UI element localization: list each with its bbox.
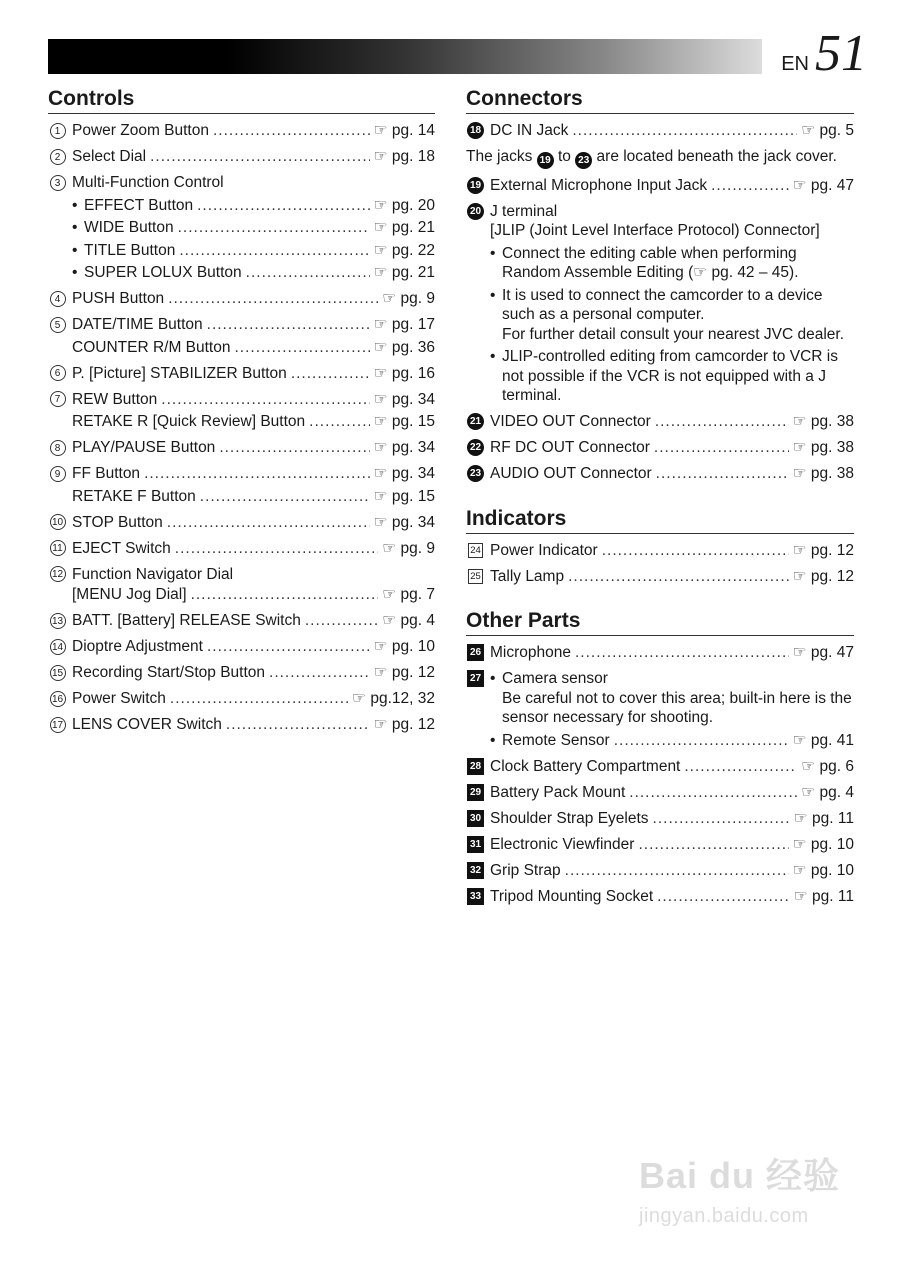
leader-dots bbox=[213, 121, 370, 141]
item-label: Multi-Function Control bbox=[72, 174, 224, 191]
indicator-item-24: 24 Power Indicator ..... ☞ pg. 12 bbox=[466, 541, 854, 561]
item-number-7: 7 bbox=[50, 391, 66, 407]
jacks-note: The jacks 19 to 23 are located beneath the jack cover. bbox=[466, 147, 854, 169]
control-item-11: 11 EJECT Switch ..... ☞ pg. 9 bbox=[48, 539, 435, 559]
connector-item-21: 21 VIDEO OUT Connector ..... ☞ pg. 38 bbox=[466, 412, 854, 432]
control-item-17: 17 LENS COVER Switch ..... ☞ pg. 12 bbox=[48, 715, 435, 735]
item-number-8: 8 bbox=[50, 440, 66, 456]
page-ref: ☞ pg. 18 bbox=[373, 148, 435, 165]
item-number-26: 26 bbox=[467, 644, 484, 661]
control-item-8: 8 PLAY/PAUSE Button ..... ☞ pg. 34 bbox=[48, 438, 435, 458]
sub-item: • SUPER LOLUX Button ..... ☞ pg. 21 bbox=[72, 263, 435, 283]
control-item-4: 4 PUSH Button ..... ☞ pg. 9 bbox=[48, 289, 435, 309]
item-number-22: 22 bbox=[467, 439, 484, 456]
control-item-10: 10 STOP Button ..... ☞ pg. 34 bbox=[48, 513, 435, 533]
connector-item-23: 23 AUDIO OUT Connector ..... ☞ pg. 38 bbox=[466, 464, 854, 484]
item-number-18: 18 bbox=[467, 122, 484, 139]
bullet-item: • JLIP-controlled editing from camcorder to VCR is not possible if the VCR is not equipped with a J terminal. bbox=[490, 348, 838, 404]
item-number-30: 30 bbox=[467, 810, 484, 827]
connectors-section bbox=[466, 86, 854, 484]
watermark-url: jingyan.baidu.com bbox=[639, 1205, 809, 1227]
item-number-28: 28 bbox=[467, 758, 484, 775]
control-item-5: 5 DATE/TIME Button ..... ☞ pg. 17 COUNTER R/M Button ..... ☞ pg. 36 bbox=[48, 315, 435, 357]
item-number-27: 27 bbox=[467, 670, 484, 687]
sub-item: • Remote Sensor ..... ☞ pg. 41 bbox=[490, 731, 854, 751]
part-item-32: 32 Grip Strap ..... ☞ pg. 10 bbox=[466, 861, 854, 881]
watermark-brand: Bai du 经验 bbox=[639, 1155, 841, 1196]
item-number-4: 4 bbox=[50, 291, 66, 307]
left-column bbox=[48, 86, 435, 757]
item-number-5: 5 bbox=[50, 317, 66, 333]
item-number-24: 24 bbox=[468, 543, 483, 558]
item-number-17: 17 bbox=[50, 717, 66, 733]
connector-item-18: 18 DC IN Jack ..... ☞ pg. 5 bbox=[466, 121, 854, 141]
part-item-29: 29 Battery Pack Mount ..... ☞ pg. 4 bbox=[466, 783, 854, 803]
note-number-23: 23 bbox=[575, 152, 592, 169]
control-item-14: 14 Dioptre Adjustment ..... ☞ pg. 10 bbox=[48, 637, 435, 657]
control-item-9: 9 FF Button ..... ☞ pg. 34 RETAKE F Button ..... ☞ pg. 15 bbox=[48, 464, 435, 506]
control-item-15: 15 Recording Start/Stop Button ..... ☞ pg. 12 bbox=[48, 663, 435, 683]
bullet-item: • Connect the editing cable when performing Random Assemble Editing (☞ pg. 42 – 45). bbox=[490, 244, 799, 281]
item-number-13: 13 bbox=[50, 613, 66, 629]
other-parts-heading: Other Parts bbox=[466, 608, 854, 636]
page-ref: ☞ pg. 14 bbox=[373, 122, 435, 139]
item-number-32: 32 bbox=[467, 862, 484, 879]
control-item-12: 12 Function Navigator Dial [MENU Jog Dial] ..... ☞ pg. 7 bbox=[48, 565, 435, 605]
bullet-item: • It is used to connect the camcorder to a device such as a personal computer. For further detail consult your nearest JVC dealer. bbox=[490, 286, 845, 343]
sub-item: • TITLE Button ..... ☞ pg. 22 bbox=[72, 241, 435, 261]
item-number-21: 21 bbox=[467, 413, 484, 430]
part-item-28: 28 Clock Battery Compartment ..... ☞ pg. 6 bbox=[466, 757, 854, 777]
item-number-16: 16 bbox=[50, 691, 66, 707]
item-number-19: 19 bbox=[467, 177, 484, 194]
part-item-31: 31 Electronic Viewfinder ..... ☞ pg. 10 bbox=[466, 835, 854, 855]
part-item-33: 33 Tripod Mounting Socket ..... ☞ pg. 11 bbox=[466, 887, 854, 907]
right-column bbox=[466, 86, 854, 928]
controls-section bbox=[48, 86, 435, 735]
item-label: Power Zoom Button bbox=[72, 122, 209, 139]
watermark-logo bbox=[639, 1148, 849, 1238]
page-number: 51 bbox=[815, 25, 867, 82]
connector-item-19: 19 External Microphone Input Jack ..... ☞ pg. 47 bbox=[466, 176, 854, 196]
bullet-item: • Camera sensor Be careful not to cover this area; built-in here is the sensor necessary for shooting. bbox=[490, 670, 852, 726]
item-number-31: 31 bbox=[467, 836, 484, 853]
connector-item-22: 22 RF DC OUT Connector ..... ☞ pg. 38 bbox=[466, 438, 854, 458]
part-item-27 bbox=[466, 669, 854, 750]
sub-item: • WIDE Button ..... ☞ pg. 21 bbox=[72, 218, 435, 238]
header-bar bbox=[48, 39, 762, 74]
leader-dots bbox=[150, 147, 370, 167]
other-parts-section bbox=[466, 608, 854, 906]
control-item-3 bbox=[48, 173, 435, 283]
item-number-20: 20 bbox=[467, 203, 484, 220]
connectors-heading: Connectors bbox=[466, 86, 854, 114]
item-number-25: 25 bbox=[468, 569, 483, 584]
item-number-14: 14 bbox=[50, 639, 66, 655]
item-label: Select Dial bbox=[72, 148, 147, 165]
item-number-1: 1 bbox=[50, 123, 66, 139]
page-label bbox=[781, 25, 867, 82]
indicators-section bbox=[466, 506, 854, 587]
controls-heading: Controls bbox=[48, 86, 435, 114]
item-number-23: 23 bbox=[467, 465, 484, 482]
item-number-10: 10 bbox=[50, 514, 66, 530]
control-item-16: 16 Power Switch ..... ☞ pg.12, 32 bbox=[48, 689, 435, 709]
part-item-30: 30 Shoulder Strap Eyelets ..... ☞ pg. 11 bbox=[466, 809, 854, 829]
item-number-6: 6 bbox=[50, 365, 66, 381]
item-number-15: 15 bbox=[50, 665, 66, 681]
part-item-26: 26 Microphone ..... ☞ pg. 47 bbox=[466, 643, 854, 663]
control-item-7: 7 REW Button ..... ☞ pg. 34 RETAKE R [Quick Review] Button ..... ☞ pg. 15 bbox=[48, 390, 435, 432]
indicator-item-25: 25 Tally Lamp ..... ☞ pg. 12 bbox=[466, 567, 854, 587]
control-item-6: 6 P. [Picture] STABILIZER Button ..... ☞ pg. 16 bbox=[48, 364, 435, 384]
item-number-29: 29 bbox=[467, 784, 484, 801]
control-item-1 bbox=[48, 121, 435, 141]
control-item-2 bbox=[48, 147, 435, 167]
note-number-19: 19 bbox=[537, 152, 554, 169]
item-number-12: 12 bbox=[50, 566, 66, 582]
indicators-heading: Indicators bbox=[466, 506, 854, 534]
item-number-3: 3 bbox=[50, 175, 66, 191]
lang-label: EN bbox=[781, 53, 809, 75]
item-number-33: 33 bbox=[467, 888, 484, 905]
control-item-13: 13 BATT. [Battery] RELEASE Switch ..... ☞ pg. 4 bbox=[48, 611, 435, 631]
item-number-2: 2 bbox=[50, 149, 66, 165]
item-number-11: 11 bbox=[50, 540, 66, 556]
connector-item-20: 20 J terminal [JLIP (Joint Level Interface Protocol) Connector] • Connect the editing cable when performing Random Assemble Editing (☞ pg. 42 – 45). • It is used to connect the camcorder to a device such as a personal computer. For further detail consult your nearest JVC dealer. • JLIP-controlled editing from camcorder to VCR is not possible if the VCR is not equipped with a J terminal. bbox=[466, 202, 854, 406]
item-number-9: 9 bbox=[50, 466, 66, 482]
sub-item: • EFFECT Button ..... ☞ pg. 20 bbox=[72, 196, 435, 216]
